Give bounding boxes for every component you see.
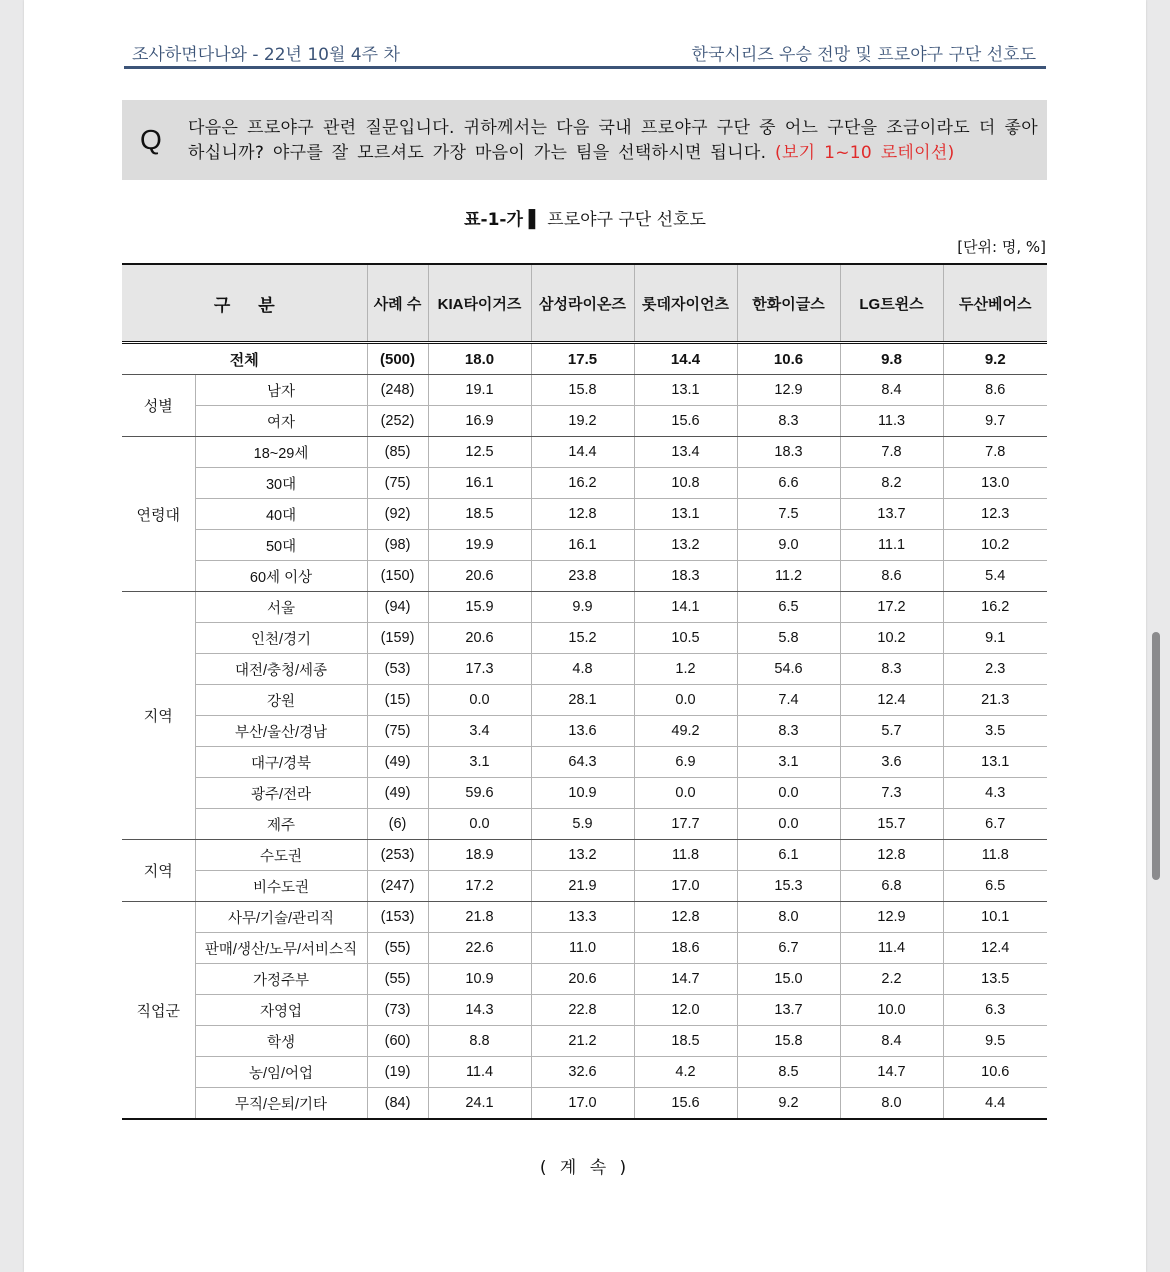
table-row [122, 747, 1047, 778]
row-value: 14.1 [634, 592, 737, 623]
row-label: 대구/경북 [195, 747, 367, 778]
table-row [122, 654, 1047, 685]
row-label: 무직/은퇴/기타 [195, 1088, 367, 1120]
row-value: 18.3 [634, 561, 737, 592]
row-value: 12.9 [737, 375, 840, 406]
row-value: 11.8 [943, 840, 1047, 871]
row-value: 19.1 [428, 375, 531, 406]
row-label: 60세 이상 [195, 561, 367, 592]
row-value: 8.3 [737, 716, 840, 747]
row-value: 17.0 [634, 871, 737, 902]
row-value: 0.0 [737, 778, 840, 809]
table-row [122, 1057, 1047, 1088]
table-row [122, 623, 1047, 654]
table-row [122, 375, 1047, 406]
row-label: 판매/생산/노무/서비스직 [195, 933, 367, 964]
row-value: 8.4 [840, 1026, 943, 1057]
row-sample-size: (75) [367, 468, 428, 499]
table-row [122, 964, 1047, 995]
row-value: 7.5 [737, 499, 840, 530]
row-value: 10.8 [634, 468, 737, 499]
table-row [122, 1026, 1047, 1057]
row-value: 18.3 [737, 437, 840, 468]
table-row [122, 561, 1047, 592]
row-label: 사무/기술/관리직 [195, 902, 367, 933]
row-value: 9.1 [943, 623, 1047, 654]
row-value: 3.5 [943, 716, 1047, 747]
row-value: 8.3 [737, 406, 840, 437]
table-row [122, 933, 1047, 964]
row-value: 5.8 [737, 623, 840, 654]
row-value: 6.3 [943, 995, 1047, 1026]
row-value: 13.7 [840, 499, 943, 530]
table-row [122, 840, 1047, 871]
row-value: 3.4 [428, 716, 531, 747]
row-value: 22.8 [531, 995, 634, 1026]
row-value: 24.1 [428, 1088, 531, 1120]
row-value: 10.1 [943, 902, 1047, 933]
row-value: 20.6 [428, 561, 531, 592]
table-row [122, 499, 1047, 530]
row-value: 6.5 [943, 871, 1047, 902]
row-value: 20.6 [428, 623, 531, 654]
table-row [122, 995, 1047, 1026]
row-value: 14.7 [634, 964, 737, 995]
row-value: 15.6 [634, 406, 737, 437]
row-label: 비수도권 [195, 871, 367, 902]
row-value: 0.0 [634, 685, 737, 716]
row-value: 64.3 [531, 747, 634, 778]
row-value: 18.6 [634, 933, 737, 964]
row-value: 12.8 [840, 840, 943, 871]
table-row-total [122, 343, 1047, 375]
row-sample-size: (247) [367, 871, 428, 902]
row-value: 11.0 [531, 933, 634, 964]
row-value: 8.3 [840, 654, 943, 685]
question-mark-label: Q [140, 124, 162, 155]
row-value: 5.7 [840, 716, 943, 747]
table-header-row [122, 264, 1047, 343]
header-team: LG트윈스 [840, 264, 943, 343]
row-value: 15.2 [531, 623, 634, 654]
row-value: 10.5 [634, 623, 737, 654]
row-sample-size: (150) [367, 561, 428, 592]
row-value: 14.3 [428, 995, 531, 1026]
row-sample-size: (73) [367, 995, 428, 1026]
row-sample-size: (49) [367, 778, 428, 809]
row-value: 6.5 [737, 592, 840, 623]
row-label: 30대 [195, 468, 367, 499]
row-value: 11.4 [840, 933, 943, 964]
row-value: 4.2 [634, 1057, 737, 1088]
row-value: 8.6 [943, 375, 1047, 406]
row-value: 4.8 [531, 654, 634, 685]
row-sample-size: (92) [367, 499, 428, 530]
row-label: 남자 [195, 375, 367, 406]
row-value: 3.6 [840, 747, 943, 778]
row-value: 15.9 [428, 592, 531, 623]
row-value: 6.7 [943, 809, 1047, 840]
header-team: 롯데자이언츠 [634, 264, 737, 343]
row-label: 학생 [195, 1026, 367, 1057]
row-value: 10.9 [428, 964, 531, 995]
row-value: 13.3 [531, 902, 634, 933]
row-value: 13.1 [634, 375, 737, 406]
total-value: 10.6 [737, 343, 840, 375]
row-value: 15.8 [737, 1026, 840, 1057]
row-value: 13.2 [634, 530, 737, 561]
row-value: 19.9 [428, 530, 531, 561]
row-value: 0.0 [634, 778, 737, 809]
row-value: 11.4 [428, 1057, 531, 1088]
total-value: 14.4 [634, 343, 737, 375]
row-value: 18.5 [634, 1026, 737, 1057]
row-value: 16.2 [943, 592, 1047, 623]
row-value: 20.6 [531, 964, 634, 995]
total-label: 전체 [122, 343, 367, 375]
row-value: 5.4 [943, 561, 1047, 592]
row-label: 광주/전라 [195, 778, 367, 809]
preference-table [122, 263, 1047, 1120]
row-label: 강원 [195, 685, 367, 716]
table-row [122, 809, 1047, 840]
row-value: 13.4 [634, 437, 737, 468]
header-left-title: 조사하면다나와 - 22년 10월 4주 차 [132, 45, 400, 65]
question-note: (보기 1~10 로테이션) [775, 143, 955, 163]
row-value: 23.8 [531, 561, 634, 592]
table-title-id: 표-1-가 [464, 210, 523, 230]
table-row [122, 778, 1047, 809]
row-sample-size: (55) [367, 964, 428, 995]
table-row [122, 902, 1047, 933]
row-value: 17.3 [428, 654, 531, 685]
row-value: 13.7 [737, 995, 840, 1026]
row-value: 13.5 [943, 964, 1047, 995]
row-value: 13.2 [531, 840, 634, 871]
row-sample-size: (153) [367, 902, 428, 933]
scrollbar-thumb[interactable] [1152, 632, 1160, 880]
row-sample-size: (98) [367, 530, 428, 561]
row-value: 7.8 [840, 437, 943, 468]
row-value: 21.8 [428, 902, 531, 933]
group-label: 직업군 [122, 902, 195, 1120]
row-sample-size: (84) [367, 1088, 428, 1120]
question-text [188, 116, 1038, 166]
row-value: 16.2 [531, 468, 634, 499]
row-value: 18.9 [428, 840, 531, 871]
row-sample-size: (75) [367, 716, 428, 747]
row-label: 농/임/어업 [195, 1057, 367, 1088]
header-category: 구분 [122, 264, 367, 343]
row-value: 8.2 [840, 468, 943, 499]
row-value: 0.0 [737, 809, 840, 840]
row-label: 수도권 [195, 840, 367, 871]
row-value: 7.4 [737, 685, 840, 716]
row-value: 8.4 [840, 375, 943, 406]
row-value: 8.0 [840, 1088, 943, 1120]
row-value: 28.1 [531, 685, 634, 716]
row-value: 4.4 [943, 1088, 1047, 1120]
row-value: 15.8 [531, 375, 634, 406]
table-title-text: 프로야구 구단 선호도 [547, 210, 706, 230]
group-label: 연령대 [122, 437, 195, 592]
row-value: 12.8 [531, 499, 634, 530]
row-value: 0.0 [428, 685, 531, 716]
row-sample-size: (15) [367, 685, 428, 716]
row-value: 17.0 [531, 1088, 634, 1120]
row-value: 21.9 [531, 871, 634, 902]
row-value: 3.1 [737, 747, 840, 778]
row-sample-size: (60) [367, 1026, 428, 1057]
row-value: 59.6 [428, 778, 531, 809]
row-label: 서울 [195, 592, 367, 623]
row-value: 17.2 [840, 592, 943, 623]
row-value: 8.8 [428, 1026, 531, 1057]
row-value: 9.7 [943, 406, 1047, 437]
row-value: 12.4 [943, 933, 1047, 964]
table-row [122, 437, 1047, 468]
row-value: 11.3 [840, 406, 943, 437]
row-label: 대전/충청/세종 [195, 654, 367, 685]
row-value: 10.2 [840, 623, 943, 654]
table-row [122, 871, 1047, 902]
row-label: 인천/경기 [195, 623, 367, 654]
row-sample-size: (55) [367, 933, 428, 964]
table-row [122, 468, 1047, 499]
row-value: 9.2 [737, 1088, 840, 1120]
row-value: 2.2 [840, 964, 943, 995]
table-row [122, 1088, 1047, 1120]
row-label: 제주 [195, 809, 367, 840]
row-value: 32.6 [531, 1057, 634, 1088]
group-label: 성별 [122, 375, 195, 437]
row-value: 12.8 [634, 902, 737, 933]
row-value: 17.2 [428, 871, 531, 902]
page-header [124, 36, 1046, 69]
total-value: 17.5 [531, 343, 634, 375]
row-value: 1.2 [634, 654, 737, 685]
row-value: 9.9 [531, 592, 634, 623]
question-body: 다음은 프로야구 관련 질문입니다. 귀하께서는 다음 국내 프로야구 구단 중 어느 구단을 조금이라도 더 좋아하십니까? 야구를 잘 모르셔도 가장 마음이 가는 팀을 선택하시면 됩니다. [188, 118, 1038, 163]
total-value: 9.8 [840, 343, 943, 375]
row-label: 여자 [195, 406, 367, 437]
row-label: 40대 [195, 499, 367, 530]
row-value: 10.2 [943, 530, 1047, 561]
table-unit: [단위: 명, %] [957, 238, 1046, 256]
row-value: 13.1 [943, 747, 1047, 778]
header-team: 한화이글스 [737, 264, 840, 343]
table-row [122, 685, 1047, 716]
header-team: KIA타이거즈 [428, 264, 531, 343]
row-value: 10.6 [943, 1057, 1047, 1088]
total-value: 18.0 [428, 343, 531, 375]
row-value: 18.5 [428, 499, 531, 530]
row-value: 49.2 [634, 716, 737, 747]
row-value: 4.3 [943, 778, 1047, 809]
row-value: 6.6 [737, 468, 840, 499]
row-value: 21.3 [943, 685, 1047, 716]
row-label: 가정주부 [195, 964, 367, 995]
row-sample-size: (6) [367, 809, 428, 840]
row-sample-size: (19) [367, 1057, 428, 1088]
row-label: 부산/울산/경남 [195, 716, 367, 747]
row-value: 0.0 [428, 809, 531, 840]
group-label: 지역 [122, 592, 195, 840]
row-value: 54.6 [737, 654, 840, 685]
row-sample-size: (253) [367, 840, 428, 871]
continued-label: ( 계 속 ) [539, 1158, 631, 1178]
header-sample-size: 사례 수 [367, 264, 428, 343]
table-row [122, 530, 1047, 561]
row-value: 8.5 [737, 1057, 840, 1088]
row-value: 7.3 [840, 778, 943, 809]
row-sample-size: (53) [367, 654, 428, 685]
table-title: 표-1-가 ▌ 프로야구 구단 선호도 [464, 210, 706, 230]
row-value: 6.7 [737, 933, 840, 964]
row-value: 13.1 [634, 499, 737, 530]
table-row [122, 592, 1047, 623]
group-label: 지역 [122, 840, 195, 902]
row-sample-size: (252) [367, 406, 428, 437]
row-value: 22.6 [428, 933, 531, 964]
row-value: 19.2 [531, 406, 634, 437]
row-value: 21.2 [531, 1026, 634, 1057]
total-value: 9.2 [943, 343, 1047, 375]
row-value: 7.8 [943, 437, 1047, 468]
row-value: 3.1 [428, 747, 531, 778]
row-value: 2.3 [943, 654, 1047, 685]
row-value: 11.1 [840, 530, 943, 561]
row-sample-size: (94) [367, 592, 428, 623]
row-value: 14.7 [840, 1057, 943, 1088]
row-value: 12.4 [840, 685, 943, 716]
row-value: 8.0 [737, 902, 840, 933]
row-value: 12.0 [634, 995, 737, 1026]
total-sample-size: (500) [367, 343, 428, 375]
header-right-title: 한국시리즈 우승 전망 및 프로야구 구단 선호도 [691, 45, 1036, 65]
row-value: 9.0 [737, 530, 840, 561]
row-value: 17.7 [634, 809, 737, 840]
row-value: 12.3 [943, 499, 1047, 530]
row-value: 16.1 [428, 468, 531, 499]
row-value: 14.4 [531, 437, 634, 468]
table-row [122, 716, 1047, 747]
row-value: 15.0 [737, 964, 840, 995]
row-value: 11.2 [737, 561, 840, 592]
row-value: 13.0 [943, 468, 1047, 499]
row-value: 15.7 [840, 809, 943, 840]
question-box [122, 100, 1047, 180]
row-sample-size: (248) [367, 375, 428, 406]
header-team: 삼성라이온즈 [531, 264, 634, 343]
table-row [122, 406, 1047, 437]
row-value: 8.6 [840, 561, 943, 592]
row-sample-size: (85) [367, 437, 428, 468]
row-label: 자영업 [195, 995, 367, 1026]
row-sample-size: (49) [367, 747, 428, 778]
row-value: 6.1 [737, 840, 840, 871]
row-value: 15.6 [634, 1088, 737, 1120]
row-value: 11.8 [634, 840, 737, 871]
header-team: 두산베어스 [943, 264, 1047, 343]
row-value: 16.9 [428, 406, 531, 437]
row-value: 10.9 [531, 778, 634, 809]
row-value: 12.5 [428, 437, 531, 468]
row-value: 12.9 [840, 902, 943, 933]
row-label: 50대 [195, 530, 367, 561]
row-value: 6.9 [634, 747, 737, 778]
row-value: 10.0 [840, 995, 943, 1026]
row-value: 6.8 [840, 871, 943, 902]
row-value: 15.3 [737, 871, 840, 902]
row-sample-size: (159) [367, 623, 428, 654]
row-value: 5.9 [531, 809, 634, 840]
row-label: 18~29세 [195, 437, 367, 468]
row-value: 16.1 [531, 530, 634, 561]
row-value: 9.5 [943, 1026, 1047, 1057]
row-value: 13.6 [531, 716, 634, 747]
